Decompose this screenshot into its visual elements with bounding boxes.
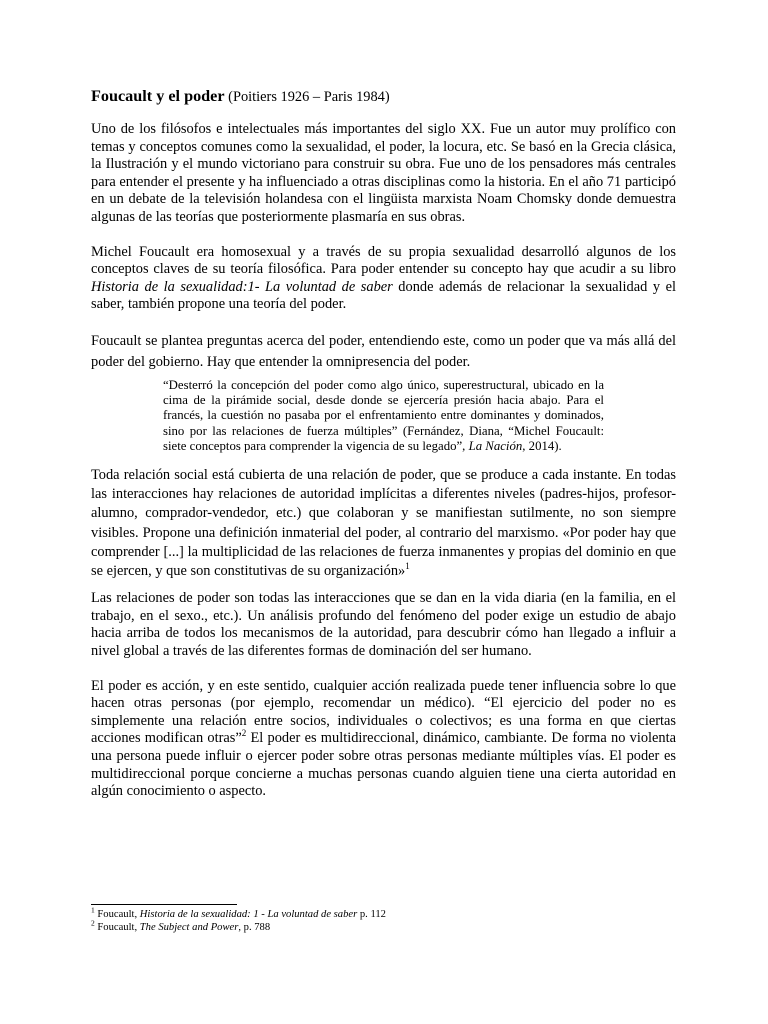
- paragraph-intro: Uno de los filósofos e intelectuales más importantes del siglo XX. Fue un autor muy prolífico con temas y conceptos comunes como la sexualidad, el poder, la locura, etc. Se basó en la Grecia clásica, la Ilustración y el mundo victoriano para construir su obra. Fue uno de los pensadores más centrales para entender el presente y ha influenciado a otras disciplinas como la historia. En el año 71 participó en un debate de la televisión holandesa con el lingüista marxista Noam Chomsky donde demuestra algunas de las teorías que posteriormente plasmaría en sus obras.: [91, 121, 676, 225]
- paragraph-social-relation-text: Toda relación social está cubierta de una relación de poder, que se produce a cada instante. En todas las interacciones hay relaciones de autoridad implícitas a diferentes niveles (padres-hijos, profesor-alumno, comprador-vendedor, etc.) que colaboran y se manifiestan sutilmente, no son siempre visibles. Propone una definición inmaterial del poder, al contrario del marxismo. «Por poder hay que comprender [...] la multiplicidad de las relaciones de fuerza inmanentes y propias del dominio en que se ejercen, y que son constitutivas de su organización»: [91, 466, 676, 579]
- footnote-1-number: 1: [91, 905, 95, 915]
- paragraph-power-action: [91, 678, 676, 801]
- quote-source: La Nación: [468, 438, 523, 453]
- footnote-1-title: Historia de la sexualidad: 1 - La voluntad de saber: [139, 909, 358, 920]
- paragraph-omnipresence: Foucault se plantea preguntas acerca del poder, entendiendo este, como un poder que va más allá del poder del gobierno. Hay que entender la omnipresencia del poder.: [91, 332, 676, 370]
- footnote-2-title: The Subject and Power: [139, 922, 239, 934]
- footnote-separator: [91, 904, 237, 905]
- paragraph-power-relations: Las relaciones de poder son todas las interacciones que se dan en la vida diaria (en la familia, en el trabajo, en el sexo., etc.). Un análisis profundo del fenómeno del poder exige un estudio de abajo hacia arriba de todos los mecanismos de la autoridad, para descubrir cómo han llegado a influir a nivel global a través de las diferentes formas de dominación del ser humano.: [91, 590, 676, 659]
- footnote-1-author: Foucault,: [94, 909, 140, 920]
- footnote-ref-2[interactable]: 2: [241, 728, 247, 739]
- paragraph-power-action-text-1: El poder es acción, y en este sentido, cualquier acción realizada puede tener influencia sobre lo que hacen otras personas (por ejemplo, recomendar un médico). “El ejercicio del poder no es simplemente una relación entre socios, individuales o colectivos; es una forma en que ciertas acciones modifican otras”: [91, 677, 676, 747]
- title-dates: (Poitiers 1926 – Paris 1984): [228, 89, 390, 105]
- footnotes: [91, 905, 676, 934]
- footnote-2-page: , p. 788: [238, 922, 271, 934]
- footnote-1: [91, 905, 676, 921]
- book-title: Historia de la sexualidad:1- La voluntad de saber: [91, 278, 393, 295]
- paragraph-social-relation: [91, 466, 676, 581]
- paragraph-sexuality-text-1: Michel Foucault era homosexual y a través de su propia sexualidad desarrolló algunos de los conceptos claves de su teoría filosófica. Para poder entender su concepto hay que acudir a su libro: [91, 243, 676, 278]
- footnote-2-number: 2: [91, 918, 95, 928]
- footnote-2: [91, 918, 676, 934]
- footnote-2-author: Foucault,: [94, 922, 140, 934]
- quote-text: “Desterró la concepción del poder como algo único, superestructural, ubicado en la cima de la pirámide social, desde donde se ejercería presión hacia abajo. Para el francés, la cuestión no pasaba por el enfrentamiento entre dominantes y dominados, sino por las relaciones de fuerza múltiples” (Fernández, Diana, “Michel Foucault: siete conceptos para comprender la vigencia de su legado”,: [163, 377, 604, 453]
- paragraph-power-action-text-2: El poder es multidireccional, dinámico, cambiante. De forma no violenta una persona puede influir o ejercer poder sobre otras personas mediante múltiples vías. El poder es multidireccional porque concierne a muchas personas cuando alguien tiene una cierta autoridad en algún conocimiento o aspecto.: [91, 730, 676, 800]
- paragraph-sexuality: [91, 244, 676, 314]
- block-quote: [163, 378, 604, 454]
- footnote-ref-1[interactable]: 1: [405, 561, 410, 572]
- paragraph-sexuality-text-2: donde además de relacionar la sexualidad y el saber, también propone una teoría del poder.: [91, 278, 676, 313]
- page-title: [91, 86, 676, 107]
- title-main: Foucault y el poder: [91, 87, 225, 105]
- footnote-1-page: p. 112: [357, 909, 386, 920]
- quote-year: , 2014).: [522, 438, 562, 453]
- document-body: [91, 86, 676, 818]
